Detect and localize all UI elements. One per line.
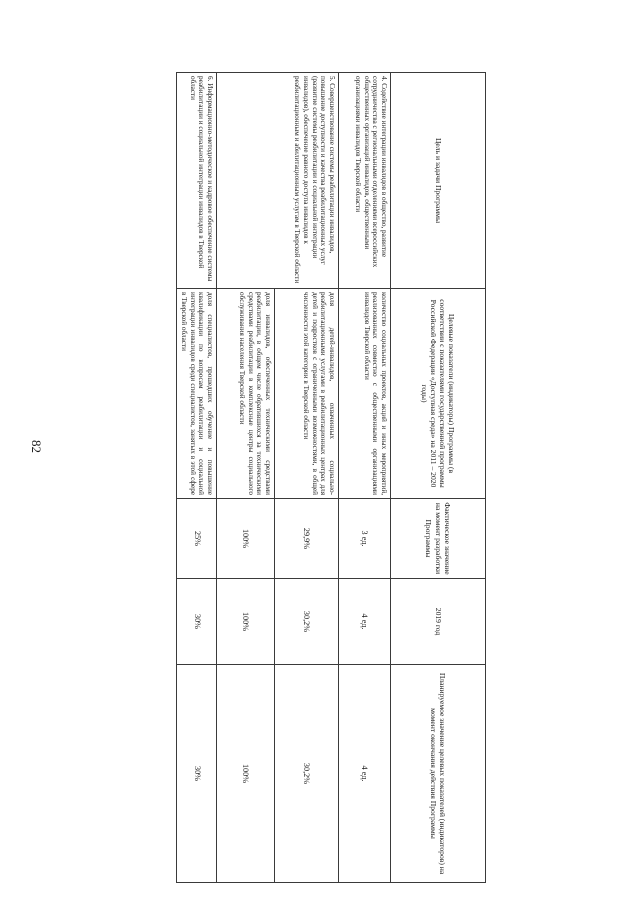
header-indicators: Целевые показатели (индикаторы) Программы (в соответствии с показателями государственной программы Российской Федерации «Доступная среда» на 2011 – 2020 годы) [391, 289, 486, 499]
indicator-cell: доля инвалидов, обеспеченных техническими средствами реабилитации, в общем числе обратившихся за техническими средствами реабилитации в комплексные центры социального обслуживания населения Тверской области [217, 289, 275, 499]
fact-value: 29,9% [275, 499, 339, 579]
fact-value: 25% [177, 499, 217, 579]
indicator-cell: количество социальных проектов, акций и иных мероприятий, реализованных совместно с общественными организациями инвалидов Тверской области [339, 289, 391, 499]
fact-value: 100% [217, 499, 275, 579]
indicators-table [176, 72, 486, 883]
header-goal: Цель и задачи Программы [391, 73, 486, 289]
planned-value: 30,2% [275, 665, 339, 883]
year-2019-value: 30,2% [275, 579, 339, 665]
planned-value: 4 ед. [339, 665, 391, 883]
indicator-cell: доля детей-инвалидов, охваченных социально-реабилитационными услугами в реабилитационных центрах для детей и подростков с ограниченными возможностями, в общей численности этой категории в Тверской области [275, 289, 339, 499]
fact-value: 3 ед. [339, 499, 391, 579]
header-fact: Фактическое значение на момент разработки Программы [391, 499, 486, 579]
planned-value: 100% [217, 665, 275, 883]
year-2019-value: 4 ед. [339, 579, 391, 665]
planned-value: 30% [177, 665, 217, 883]
header-row [391, 73, 486, 883]
header-planned: Планируемое значение целевых показателей (индикаторов) на момент окончания действия Программы [391, 665, 486, 883]
goal-cell: 4. Содействие интеграции инвалидов в общество, развитие сотрудничества с региональными отделениями всероссийских общественных организаций инвалидов, общественными организациями инвалидов Тверской области [339, 73, 391, 289]
table-row [275, 73, 339, 883]
indicator-cell: доля специалистов, прошедших обучение и повышение квалификации по вопросам реабилитации и социальной интеграции инвалидов среди специалистов, занятых в этой сфере в Тверской области [177, 289, 217, 499]
table-row [177, 73, 217, 883]
year-2019-value: 30% [177, 579, 217, 665]
header-year-2019: 2019 год [391, 579, 486, 665]
goal-cell: 6. Информационно-методическое и кадровое обеспечение системы реабилитации и социальной интеграции инвалидов в Тверской области [177, 73, 217, 289]
page-number: 82 [29, 440, 44, 453]
rotated-table-container [180, 72, 486, 882]
goal-cell: 5. Совершенствование системы реабилитации инвалидов, повышение доступности и качества реабилитационных услуг (развитие системы реабилитации и социальной интеграции инвалидов), обеспечение равного доступа инвалидов к реабилитационным и абилитационным услугам в Тверской области [217, 73, 339, 289]
table-row [339, 73, 391, 883]
year-2019-value: 100% [217, 579, 275, 665]
